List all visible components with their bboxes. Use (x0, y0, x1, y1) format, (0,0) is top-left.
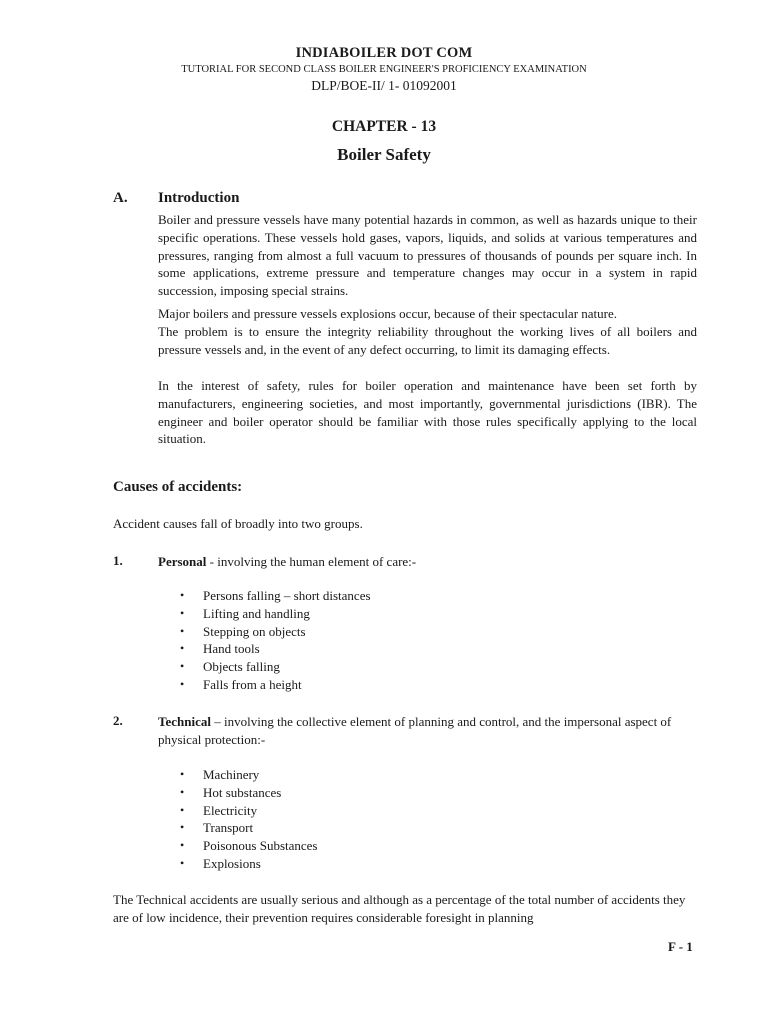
list-item: • Poisonous Substances (178, 837, 317, 855)
intro-paragraph-3: The problem is to ensure the integrity reliability throughout the working lives of all boilers and pressure vessels and, in the event of any defect occurring, to limit its damaging effects. (158, 324, 697, 357)
header-code: DLP/BOE-II/ 1- 01092001 (311, 78, 457, 93)
list-item: • Lifting and handling (178, 605, 371, 623)
group-text: – involving the collective element of planning and control, and the impersonal aspect of physical protection:- (158, 714, 672, 747)
list-item: • Electricity (178, 802, 317, 820)
group-name: Personal (158, 554, 207, 569)
bullet-list-technical (178, 766, 317, 873)
closing-paragraph: The Technical accidents are usually serious and although as a percentage of the total number of accidents they are of low incidence, their prevention requires considerable foresight in planning (113, 892, 686, 925)
list-item: • Objects falling (178, 658, 371, 676)
page-title: Boiler Safety (337, 145, 431, 164)
chapter-number: CHAPTER - 13 (331, 118, 437, 135)
group-number: 2. (113, 713, 123, 728)
causes-heading: Causes of accidents: (113, 479, 243, 495)
page-number: F - 1 (668, 939, 693, 954)
list-item: • Persons falling – short distances (178, 587, 371, 605)
list-item: • Falls from a height (178, 676, 371, 694)
header-subtitle: TUTORIAL FOR SECOND CLASS BOILER ENGINEER'S PROFICIENCY EXAMINATION (181, 64, 587, 75)
group-number: 1. (113, 553, 123, 568)
section-letter: A. (113, 190, 128, 206)
intro-paragraph-1: Boiler and pressure vessels have many potential hazards in common, as well as hazards unique to their specific operations. These vessels hold gases, vapors, liquids, and solids at various temperatures and pressures, ranging from almost a full vacuum to pressures of thousands of pounds per square inch. In some applications, extreme pressure and temperature changes may occur in a system in rapid succession, imposing special strains. (158, 212, 697, 299)
list-item: • Machinery (178, 766, 317, 784)
causes-intro: Accident causes fall of broadly into two groups. (113, 516, 363, 531)
group-name: Technical (158, 714, 211, 729)
group-description (158, 713, 678, 749)
section-heading: Introduction (158, 190, 240, 206)
bullet-list-personal (178, 587, 371, 694)
list-item: • Stepping on objects (178, 623, 371, 641)
group-description (158, 553, 678, 571)
intro-paragraph-4: In the interest of safety, rules for boiler operation and maintenance have been set forth by manufacturers, engineering societies, and most importantly, governmental jurisdictions (IBR). The engineer and boiler operator should be familiar with those rules specifically applying to the local situation. (158, 378, 697, 447)
list-item: • Explosions (178, 855, 317, 873)
intro-paragraph-2: Major boilers and pressure vessels explosions occur, because of their spectacular nature. (158, 306, 618, 321)
header-org: INDIABOILER DOT COM (295, 45, 473, 61)
list-item: • Hot substances (178, 784, 317, 802)
group-text: - involving the human element of care:- (206, 554, 417, 569)
list-item: • Hand tools (178, 640, 371, 658)
list-item: • Transport (178, 819, 317, 837)
